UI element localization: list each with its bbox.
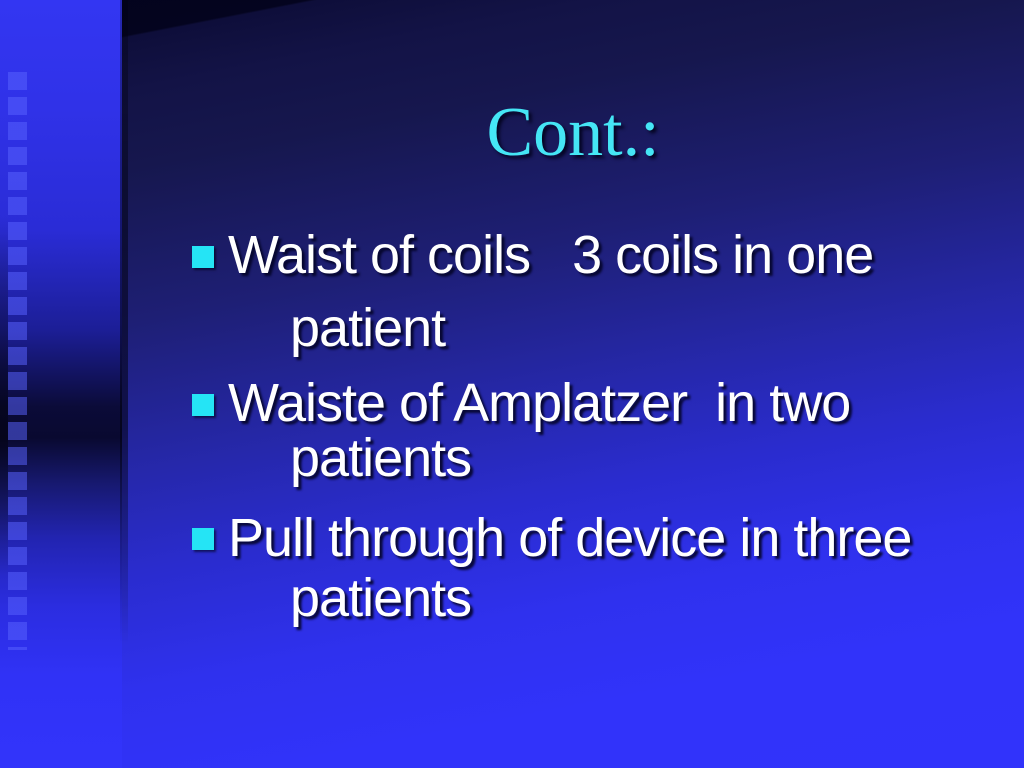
bullet-1-line-1: Waist of coils 3 coils in one (228, 225, 874, 285)
left-decorative-strip (0, 0, 122, 768)
strip-left-edge-shade (0, 0, 8, 768)
bullet-1-line-2: patient (290, 298, 446, 358)
strip-squares-pattern (8, 72, 27, 650)
bullet-square-icon (192, 394, 214, 416)
bullet-2-line-2: patients (290, 428, 472, 488)
bullet-square-icon (192, 246, 214, 268)
bullet-3-line-2: patients (290, 568, 472, 628)
slide-title: Cont.: (486, 94, 660, 171)
bullet-2-line-1: Waiste of Amplatzer in two (228, 373, 851, 433)
bullet-3-line-1: Pull through of device in three (228, 508, 912, 568)
bullet-square-icon (192, 528, 214, 550)
